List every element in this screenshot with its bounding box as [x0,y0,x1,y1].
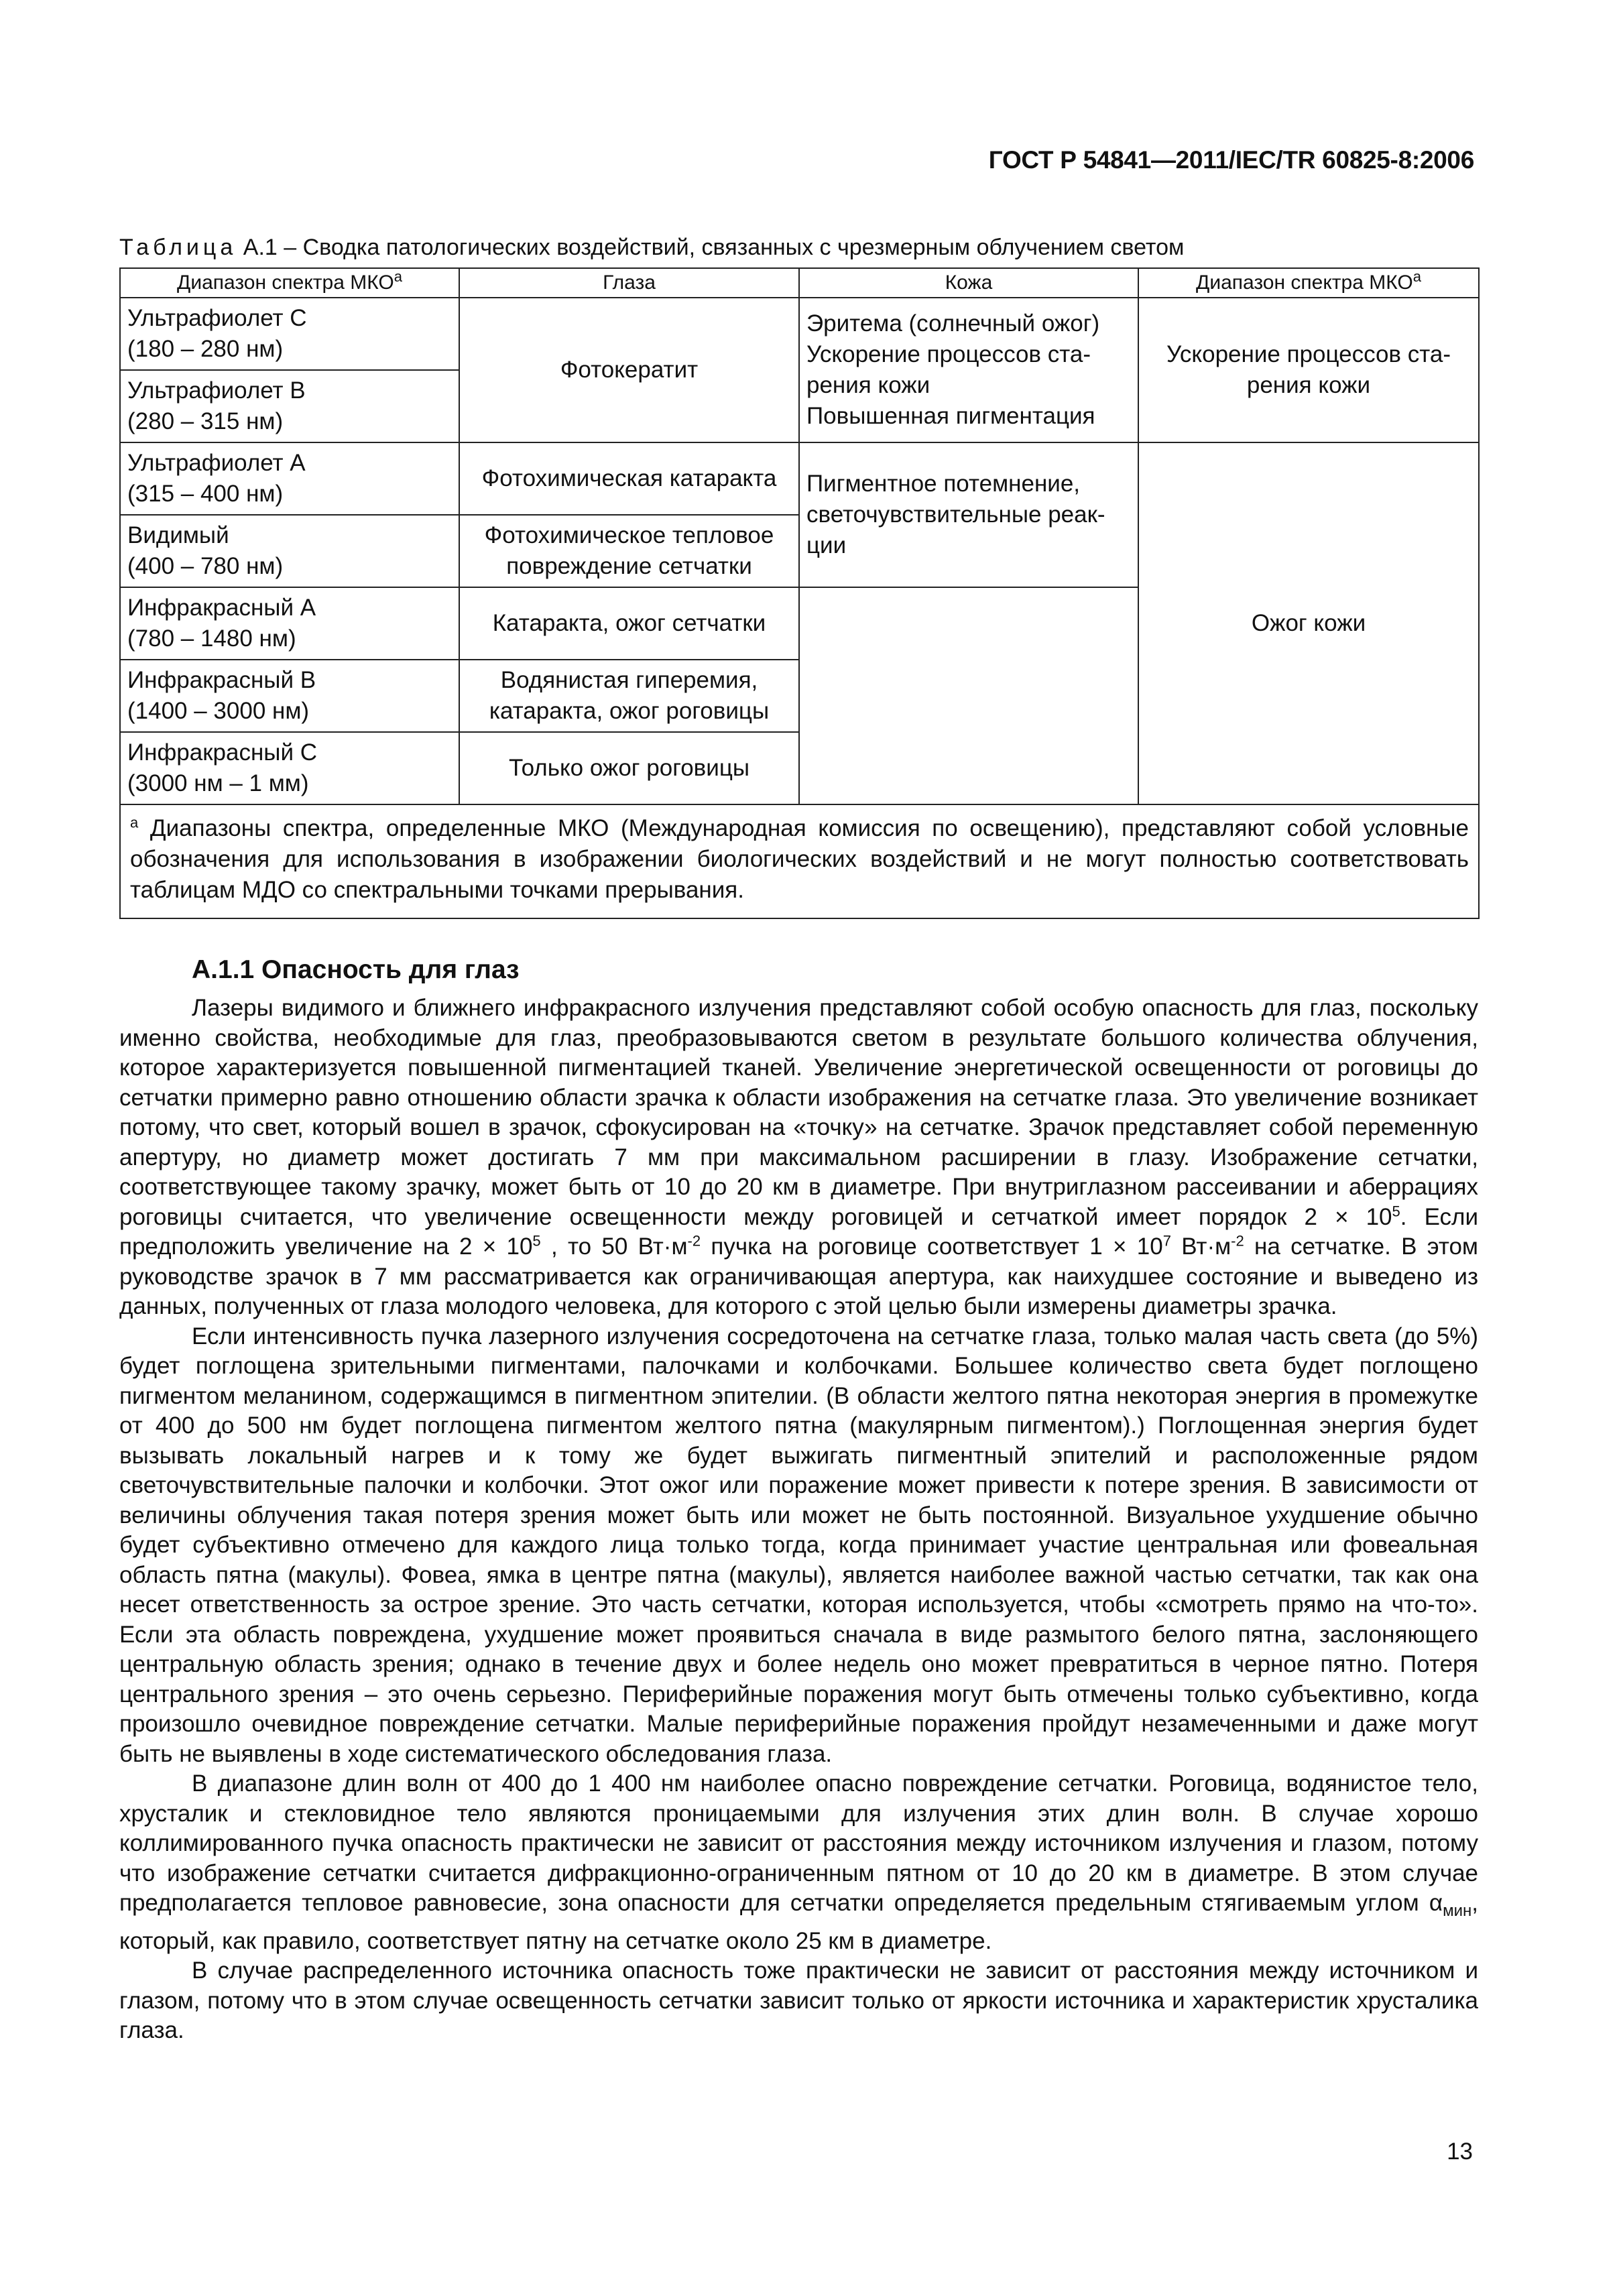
paragraph: В диапазоне длин волн от 400 до 1 400 нм наиболее опасно повреждение сетчатки. Роговица, водянистое тело, хрусталик и стекловидное тело являются проницаемыми для излучения этих длин волн. В случае хорошо коллимированного пучка опасность практически не зависит от расстояния между источником излучения и глазом, потому что изображение сетчатки считается дифракционно-ограниченным пятном от 10 до 20 км в диаметре. В этом случае предполагается тепловое равновесие, зона опасности для сетчатки определяется предельным стягиваемым углом $\alpha_{мин}$, который, как правило, соответствует пятну на сетчатке около 25 км в диаметре. [119,1770,1478,1954]
range2-cell: Ускорение процессов ста- рения кожи [1138,298,1479,442]
header-range-2: Диапазон спектра МКО$^a$ [1138,268,1479,298]
table-caption [119,235,1184,261]
section-heading: А.1.1 Опасность для глаз [192,955,520,984]
eyes-cell: Водянистая гиперемия, катаракта, ожог роговицы [459,660,799,732]
range-cell: Ультрафиолет B (280 – 315 нм) [120,370,459,442]
table-caption-number: А.1 [243,235,278,260]
range-cell: Ультрафиолет C (180 – 280 нм) [120,298,459,370]
paragraph: Если интенсивность пучка лазерного излучения сосредоточена на сетчатке глаза, только малая часть света (до 5%) будет поглощена зрительными пигментами, палочками и колбочками. Большее количество света будет поглощено пигментом меланином, содержащимся в пигментном эпителии. (В области желтого пятна некоторая энергия в промежутке от 400 до 500 нм будет поглощена пигментом желтого пятна (макулярным пигментом).) Поглощенная энергия будет вызывать локальный нагрев и к тому же будет выжигать пигментный эпителий и расположенные рядом светочувствительные палочки и колбочки. Этот ожог или поражение может привести к потере зрения. В зависимости от величины облучения такая потеря зрения может быть или может не быть постоянной. Визуальное ухудшение обычно будет субъективно отмечено для каждого лица только тогда, когда принимает участие центральная или фовеальная область пятна (макулы). Фовеа, ямка в центре пятна (макулы), является наиболее важной частью сетчатки, так как она несет ответственность за острое зрение. Это часть сетчатки, которая используется, чтобы «смотреть прямо на что-то». Если эта область повреждена, ухудшение может проявиться сначала в виде размытого белого пятна, заслоняющего центральную область зрения; однако в течение двух и более недель оно может превратиться в черное пятно. Потеря центрального зрения – это очень серьезно. Периферийные поражения могут быть отмечены только субъективно, когда произошло очевидное повреждение сетчатки. Малые периферийные поражения пройдут незамеченными и даже могут быть не выявлены в ходе систематического обследования глаза. [119,1323,1478,1767]
table-row [120,442,1479,515]
range-cell: Ультрафиолет A (315 – 400 нм) [120,442,459,515]
table-header-row [120,268,1479,298]
skin-empty-cell [799,587,1138,804]
paragraph: В случае распределенного источника опасность тоже практически не зависит от расстояния между источником и глазом, потому что в этом случае освещенность сетчатки зависит только от яркости источника и характеристик хрусталика глаза. [119,1957,1478,2043]
body-text [119,993,1478,2046]
table-caption-text: – Сводка патологических воздействий, связанных с чрезмерным облучением светом [284,235,1185,260]
range-cell: Инфракрасный C (3000 нм – 1 мм) [120,732,459,804]
range2-cell: Ожог кожи [1138,442,1479,804]
range-cell: Инфракрасный A (780 – 1480 нм) [120,587,459,660]
skin-cell: Пигментное потемнение, светочувствительные реак- ции [799,442,1138,587]
table-footnote-row [120,804,1479,918]
range-cell: Инфракрасный B (1400 – 3000 нм) [120,660,459,732]
eyes-cell: Фотохимическая катаракта [459,442,799,515]
header-eyes: Глаза [459,268,799,298]
header-skin: Кожа [799,268,1138,298]
table-footnote: $^a$ Диапазоны спектра, определенные МКО (Международная комиссия по освещению), представляют собой условные обозначения для использования в изображении биологических воздействий и не могут полностью соответствовать таблицам МДО со спектральными точками прерывания. [120,804,1479,918]
table-row [120,298,1479,370]
table-caption-label: Таблица [119,235,237,260]
eyes-cell: Катаракта, ожог сетчатки [459,587,799,660]
eyes-cell: Фотокератит [459,298,799,442]
header-range: Диапазон спектра МКО$^a$ [120,268,459,298]
paragraph: Лазеры видимого и ближнего инфракрасного излучения представляют собой особую опасность для глаз, поскольку именно свойства, необходимые для глаз, преобразовываются светом в результате большого количества облучения, которое характеризуется повышенной пигментацией тканей. Увеличение энергетической освещенности от роговицы до сетчатки примерно равно отношению области зрачка к области изображения на сетчатке глаза. Это увеличение возникает потому, что свет, который вошел в зрачок, сфокусирован на «точку» на сетчатке. Зрачок представляет собой переменную апертуру, но диаметр может достигать 7 мм при максимальном расширении в глазу. Изображение сетчатки, соответствующее такому зрачку, может быть от 10 до 20 км в диаметре. При внутриглазном рассеивании и аберрациях роговицы считается, что увеличение освещенности между роговицей и сетчаткой имеет порядок $2 \times 10^5$. Если предположить увеличение на $2 \times 10^5$ , то 50 $Вт\cdot м^{-2}$ пучка на роговице соответствует $1 \times 10^7$ $Вт\cdot м^{-2}$ на сетчатке. В этом руководстве зрачок в 7 мм рассматривается как ограничивающая апертура, как наихудшее состояние и выведено из данных, полученных от глаза молодого человека, для которого с этой целью были измерены диаметры зрачка. [119,995,1479,1319]
skin-cell: Эритема (солнечный ожог) Ускорение процессов ста- рения кожи Повышенная пигментация [799,298,1138,442]
eyes-cell: Фотохимическое тепловое повреждение сетчатки [459,515,799,587]
range-cell: Видимый (400 – 780 нм) [120,515,459,587]
page-number: 13 [1447,2138,1473,2165]
pathology-table [119,267,1480,919]
eyes-cell: Только ожог роговицы [459,732,799,804]
document-header: ГОСТ Р 54841—2011/IEC/TR 60825-8:2006 [988,146,1474,174]
